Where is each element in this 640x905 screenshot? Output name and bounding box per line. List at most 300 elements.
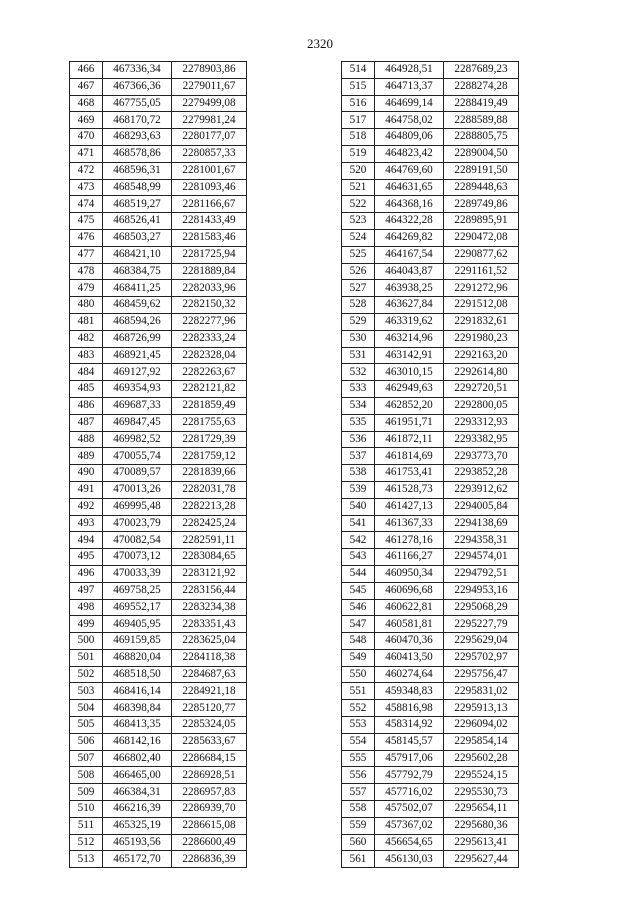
table-row — [342, 717, 519, 734]
table-row — [70, 599, 247, 616]
table-row — [342, 179, 519, 196]
y-coordinate-cell: 2289448,63 — [444, 179, 519, 196]
y-coordinate-cell: 2292800,05 — [444, 397, 519, 414]
coordinates-table-left — [69, 61, 247, 868]
table-row — [70, 649, 247, 666]
table-row — [342, 649, 519, 666]
point-number-cell: 469 — [70, 112, 103, 129]
table-row — [70, 666, 247, 683]
point-number-cell: 473 — [70, 179, 103, 196]
y-coordinate-cell: 2278903,86 — [172, 62, 247, 79]
point-number-cell: 559 — [342, 817, 375, 834]
table-row — [342, 112, 519, 129]
point-number-cell: 558 — [342, 801, 375, 818]
y-coordinate-cell: 2295602,28 — [444, 750, 519, 767]
y-coordinate-cell: 2289749,86 — [444, 196, 519, 213]
y-coordinate-cell: 2283121,92 — [172, 565, 247, 582]
x-coordinate-cell: 468519,27 — [103, 196, 172, 213]
x-coordinate-cell: 460274,64 — [375, 666, 444, 683]
y-coordinate-cell: 2293852,28 — [444, 465, 519, 482]
table-row — [70, 229, 247, 246]
x-coordinate-cell: 468518,50 — [103, 666, 172, 683]
table-row — [342, 196, 519, 213]
x-coordinate-cell: 469159,85 — [103, 633, 172, 650]
x-coordinate-cell: 461278,16 — [375, 532, 444, 549]
y-coordinate-cell: 2286615,08 — [172, 817, 247, 834]
table-row — [342, 834, 519, 851]
x-coordinate-cell: 457792,79 — [375, 767, 444, 784]
point-number-cell: 475 — [70, 213, 103, 230]
x-coordinate-cell: 468293,63 — [103, 129, 172, 146]
table-row — [70, 633, 247, 650]
point-number-cell: 490 — [70, 465, 103, 482]
y-coordinate-cell: 2294005,84 — [444, 498, 519, 515]
table-row — [70, 481, 247, 498]
point-number-cell: 484 — [70, 364, 103, 381]
point-number-cell: 485 — [70, 381, 103, 398]
table-row — [70, 851, 247, 868]
table-row — [342, 666, 519, 683]
y-coordinate-cell: 2279499,08 — [172, 95, 247, 112]
table-row — [342, 565, 519, 582]
point-number-cell: 467 — [70, 78, 103, 95]
y-coordinate-cell: 2291512,08 — [444, 297, 519, 314]
point-number-cell: 531 — [342, 347, 375, 364]
table-row — [70, 112, 247, 129]
table-row — [70, 162, 247, 179]
y-coordinate-cell: 2295524,15 — [444, 767, 519, 784]
table-row — [342, 448, 519, 465]
y-coordinate-cell: 2281839,66 — [172, 465, 247, 482]
point-number-cell: 493 — [70, 515, 103, 532]
y-coordinate-cell: 2281755,63 — [172, 414, 247, 431]
y-coordinate-cell: 2282033,96 — [172, 280, 247, 297]
coordinates-table-right-body — [342, 62, 519, 868]
table-row — [342, 683, 519, 700]
x-coordinate-cell: 461814,69 — [375, 448, 444, 465]
table-row — [342, 784, 519, 801]
table-row — [70, 62, 247, 79]
table-row — [342, 297, 519, 314]
y-coordinate-cell: 2288419,49 — [444, 95, 519, 112]
y-coordinate-cell: 2282591,11 — [172, 532, 247, 549]
table-row — [70, 616, 247, 633]
y-coordinate-cell: 2281093,46 — [172, 179, 247, 196]
x-coordinate-cell: 460581,81 — [375, 616, 444, 633]
table-row — [342, 733, 519, 750]
x-coordinate-cell: 468384,75 — [103, 263, 172, 280]
y-coordinate-cell: 2289004,50 — [444, 145, 519, 162]
point-number-cell: 546 — [342, 599, 375, 616]
x-coordinate-cell: 468526,41 — [103, 213, 172, 230]
table-row — [342, 767, 519, 784]
table-row — [342, 616, 519, 633]
point-number-cell: 529 — [342, 313, 375, 330]
y-coordinate-cell: 2283084,65 — [172, 549, 247, 566]
table-row — [70, 549, 247, 566]
point-number-cell: 551 — [342, 683, 375, 700]
x-coordinate-cell: 467755,05 — [103, 95, 172, 112]
y-coordinate-cell: 2280177,07 — [172, 129, 247, 146]
point-number-cell: 516 — [342, 95, 375, 112]
x-coordinate-cell: 468548,99 — [103, 179, 172, 196]
point-number-cell: 505 — [70, 717, 103, 734]
x-coordinate-cell: 466802,40 — [103, 750, 172, 767]
x-coordinate-cell: 464823,42 — [375, 145, 444, 162]
x-coordinate-cell: 470073,12 — [103, 549, 172, 566]
x-coordinate-cell: 468594,26 — [103, 313, 172, 330]
x-coordinate-cell: 464167,54 — [375, 246, 444, 263]
point-number-cell: 557 — [342, 784, 375, 801]
y-coordinate-cell: 2282277,96 — [172, 313, 247, 330]
x-coordinate-cell: 470033,39 — [103, 565, 172, 582]
table-row — [342, 414, 519, 431]
y-coordinate-cell: 2288274,28 — [444, 78, 519, 95]
x-coordinate-cell: 469758,25 — [103, 582, 172, 599]
x-coordinate-cell: 466465,00 — [103, 767, 172, 784]
x-coordinate-cell: 461951,71 — [375, 414, 444, 431]
table-row — [70, 145, 247, 162]
table-row — [342, 213, 519, 230]
table-row — [70, 733, 247, 750]
point-number-cell: 550 — [342, 666, 375, 683]
x-coordinate-cell: 470082,54 — [103, 532, 172, 549]
x-coordinate-cell: 461427,13 — [375, 498, 444, 515]
y-coordinate-cell: 2289895,91 — [444, 213, 519, 230]
y-coordinate-cell: 2283625,04 — [172, 633, 247, 650]
table-row — [70, 280, 247, 297]
y-coordinate-cell: 2290472,08 — [444, 229, 519, 246]
table-row — [342, 78, 519, 95]
point-number-cell: 501 — [70, 649, 103, 666]
table-row — [342, 515, 519, 532]
point-number-cell: 488 — [70, 431, 103, 448]
point-number-cell: 480 — [70, 297, 103, 314]
y-coordinate-cell: 2281166,67 — [172, 196, 247, 213]
table-row — [342, 229, 519, 246]
x-coordinate-cell: 468142,16 — [103, 733, 172, 750]
table-row — [70, 431, 247, 448]
point-number-cell: 497 — [70, 582, 103, 599]
x-coordinate-cell: 464928,51 — [375, 62, 444, 79]
y-coordinate-cell: 2295227,79 — [444, 616, 519, 633]
y-coordinate-cell: 2281729,39 — [172, 431, 247, 448]
point-number-cell: 509 — [70, 784, 103, 801]
table-row — [342, 465, 519, 482]
table-row — [342, 431, 519, 448]
y-coordinate-cell: 2296094,02 — [444, 717, 519, 734]
point-number-cell: 495 — [70, 549, 103, 566]
point-number-cell: 499 — [70, 616, 103, 633]
table-row — [70, 767, 247, 784]
x-coordinate-cell: 464322,28 — [375, 213, 444, 230]
table-row — [342, 145, 519, 162]
x-coordinate-cell: 462852,20 — [375, 397, 444, 414]
point-number-cell: 548 — [342, 633, 375, 650]
y-coordinate-cell: 2281725,94 — [172, 246, 247, 263]
point-number-cell: 552 — [342, 700, 375, 717]
y-coordinate-cell: 2279011,67 — [172, 78, 247, 95]
table-row — [342, 599, 519, 616]
y-coordinate-cell: 2295756,47 — [444, 666, 519, 683]
table-row — [70, 364, 247, 381]
y-coordinate-cell: 2282031,78 — [172, 481, 247, 498]
table-row — [342, 498, 519, 515]
y-coordinate-cell: 2281433,49 — [172, 213, 247, 230]
x-coordinate-cell: 463010,15 — [375, 364, 444, 381]
x-coordinate-cell: 467336,34 — [103, 62, 172, 79]
table-row — [70, 817, 247, 834]
x-coordinate-cell: 465172,70 — [103, 851, 172, 868]
table-row — [342, 633, 519, 650]
table-row — [70, 717, 247, 734]
y-coordinate-cell: 2281859,49 — [172, 397, 247, 414]
y-coordinate-cell: 2282328,04 — [172, 347, 247, 364]
table-row — [70, 381, 247, 398]
point-number-cell: 537 — [342, 448, 375, 465]
table-row — [70, 297, 247, 314]
table-row — [342, 330, 519, 347]
y-coordinate-cell: 2282263,67 — [172, 364, 247, 381]
x-coordinate-cell: 464699,14 — [375, 95, 444, 112]
x-coordinate-cell: 460696,68 — [375, 582, 444, 599]
y-coordinate-cell: 2284687,63 — [172, 666, 247, 683]
point-number-cell: 508 — [70, 767, 103, 784]
x-coordinate-cell: 461166,27 — [375, 549, 444, 566]
point-number-cell: 513 — [70, 851, 103, 868]
table-row — [70, 414, 247, 431]
y-coordinate-cell: 2286600,49 — [172, 834, 247, 851]
y-coordinate-cell: 2280857,33 — [172, 145, 247, 162]
point-number-cell: 491 — [70, 481, 103, 498]
y-coordinate-cell: 2295854,14 — [444, 733, 519, 750]
point-number-cell: 524 — [342, 229, 375, 246]
x-coordinate-cell: 463938,25 — [375, 280, 444, 297]
y-coordinate-cell: 2286939,70 — [172, 801, 247, 818]
point-number-cell: 541 — [342, 515, 375, 532]
table-row — [70, 801, 247, 818]
point-number-cell: 503 — [70, 683, 103, 700]
point-number-cell: 489 — [70, 448, 103, 465]
point-number-cell: 471 — [70, 145, 103, 162]
point-number-cell: 525 — [342, 246, 375, 263]
point-number-cell: 554 — [342, 733, 375, 750]
y-coordinate-cell: 2281583,46 — [172, 229, 247, 246]
x-coordinate-cell: 458314,92 — [375, 717, 444, 734]
point-number-cell: 477 — [70, 246, 103, 263]
table-row — [342, 817, 519, 834]
point-number-cell: 526 — [342, 263, 375, 280]
point-number-cell: 496 — [70, 565, 103, 582]
y-coordinate-cell: 2282150,32 — [172, 297, 247, 314]
point-number-cell: 514 — [342, 62, 375, 79]
y-coordinate-cell: 2285324,05 — [172, 717, 247, 734]
point-number-cell: 487 — [70, 414, 103, 431]
table-row — [70, 213, 247, 230]
y-coordinate-cell: 2293912,62 — [444, 481, 519, 498]
point-number-cell: 561 — [342, 851, 375, 868]
point-number-cell: 534 — [342, 397, 375, 414]
table-row — [70, 347, 247, 364]
table-row — [342, 750, 519, 767]
x-coordinate-cell: 464769,60 — [375, 162, 444, 179]
y-coordinate-cell: 2295702,97 — [444, 649, 519, 666]
point-number-cell: 515 — [342, 78, 375, 95]
x-coordinate-cell: 460413,50 — [375, 649, 444, 666]
point-number-cell: 512 — [70, 834, 103, 851]
point-number-cell: 523 — [342, 213, 375, 230]
y-coordinate-cell: 2291161,52 — [444, 263, 519, 280]
x-coordinate-cell: 467366,36 — [103, 78, 172, 95]
y-coordinate-cell: 2291832,61 — [444, 313, 519, 330]
x-coordinate-cell: 468416,14 — [103, 683, 172, 700]
x-coordinate-cell: 468596,31 — [103, 162, 172, 179]
table-row — [70, 246, 247, 263]
x-coordinate-cell: 466384,31 — [103, 784, 172, 801]
table-row — [70, 313, 247, 330]
point-number-cell: 468 — [70, 95, 103, 112]
x-coordinate-cell: 461753,41 — [375, 465, 444, 482]
point-number-cell: 478 — [70, 263, 103, 280]
y-coordinate-cell: 2293312,93 — [444, 414, 519, 431]
x-coordinate-cell: 465193,56 — [103, 834, 172, 851]
x-coordinate-cell: 462949,63 — [375, 381, 444, 398]
table-row — [70, 330, 247, 347]
x-coordinate-cell: 458145,57 — [375, 733, 444, 750]
x-coordinate-cell: 470089,57 — [103, 465, 172, 482]
table-row — [70, 750, 247, 767]
y-coordinate-cell: 2288805,75 — [444, 129, 519, 146]
y-coordinate-cell: 2295913,13 — [444, 700, 519, 717]
y-coordinate-cell: 2282333,24 — [172, 330, 247, 347]
table-row — [70, 498, 247, 515]
x-coordinate-cell: 463214,96 — [375, 330, 444, 347]
point-number-cell: 542 — [342, 532, 375, 549]
x-coordinate-cell: 468411,25 — [103, 280, 172, 297]
y-coordinate-cell: 2292614,80 — [444, 364, 519, 381]
y-coordinate-cell: 2295680,36 — [444, 817, 519, 834]
point-number-cell: 521 — [342, 179, 375, 196]
y-coordinate-cell: 2294792,51 — [444, 565, 519, 582]
table-row — [342, 549, 519, 566]
page-number: 2320 — [307, 36, 333, 51]
y-coordinate-cell: 2294574,01 — [444, 549, 519, 566]
table-row — [342, 347, 519, 364]
point-number-cell: 504 — [70, 700, 103, 717]
point-number-cell: 535 — [342, 414, 375, 431]
point-number-cell: 479 — [70, 280, 103, 297]
y-coordinate-cell: 2295530,73 — [444, 784, 519, 801]
x-coordinate-cell: 469405,95 — [103, 616, 172, 633]
point-number-cell: 544 — [342, 565, 375, 582]
x-coordinate-cell: 463142,91 — [375, 347, 444, 364]
x-coordinate-cell: 468413,35 — [103, 717, 172, 734]
point-number-cell: 510 — [70, 801, 103, 818]
y-coordinate-cell: 2290877,62 — [444, 246, 519, 263]
y-coordinate-cell: 2287689,23 — [444, 62, 519, 79]
y-coordinate-cell: 2286836,39 — [172, 851, 247, 868]
point-number-cell: 507 — [70, 750, 103, 767]
point-number-cell: 486 — [70, 397, 103, 414]
y-coordinate-cell: 2282213,28 — [172, 498, 247, 515]
table-row — [70, 700, 247, 717]
x-coordinate-cell: 465325,19 — [103, 817, 172, 834]
y-coordinate-cell: 2285120,77 — [172, 700, 247, 717]
point-number-cell: 536 — [342, 431, 375, 448]
table-row — [70, 179, 247, 196]
y-coordinate-cell: 2291980,23 — [444, 330, 519, 347]
x-coordinate-cell: 461528,73 — [375, 481, 444, 498]
x-coordinate-cell: 460470,36 — [375, 633, 444, 650]
point-number-cell: 517 — [342, 112, 375, 129]
table-row — [70, 784, 247, 801]
table-row — [342, 481, 519, 498]
y-coordinate-cell: 2288589,88 — [444, 112, 519, 129]
x-coordinate-cell: 464758,02 — [375, 112, 444, 129]
point-number-cell: 511 — [70, 817, 103, 834]
x-coordinate-cell: 460950,34 — [375, 565, 444, 582]
x-coordinate-cell: 464043,87 — [375, 263, 444, 280]
table-row — [70, 129, 247, 146]
point-number-cell: 492 — [70, 498, 103, 515]
point-number-cell: 522 — [342, 196, 375, 213]
y-coordinate-cell: 2285633,67 — [172, 733, 247, 750]
x-coordinate-cell: 463627,84 — [375, 297, 444, 314]
table-row — [70, 834, 247, 851]
x-coordinate-cell: 469552,17 — [103, 599, 172, 616]
point-number-cell: 482 — [70, 330, 103, 347]
point-number-cell: 527 — [342, 280, 375, 297]
point-number-cell: 483 — [70, 347, 103, 364]
x-coordinate-cell: 469982,52 — [103, 431, 172, 448]
x-coordinate-cell: 457502,07 — [375, 801, 444, 818]
table-row — [342, 280, 519, 297]
y-coordinate-cell: 2292163,20 — [444, 347, 519, 364]
x-coordinate-cell: 469127,92 — [103, 364, 172, 381]
point-number-cell: 470 — [70, 129, 103, 146]
x-coordinate-cell: 459348,83 — [375, 683, 444, 700]
y-coordinate-cell: 2295613,41 — [444, 834, 519, 851]
x-coordinate-cell: 468578,86 — [103, 145, 172, 162]
x-coordinate-cell: 464809,06 — [375, 129, 444, 146]
x-coordinate-cell: 468170,72 — [103, 112, 172, 129]
x-coordinate-cell: 470013,26 — [103, 481, 172, 498]
table-row — [70, 196, 247, 213]
table-row — [342, 532, 519, 549]
point-number-cell: 539 — [342, 481, 375, 498]
table-row — [342, 95, 519, 112]
x-coordinate-cell: 469354,93 — [103, 381, 172, 398]
x-coordinate-cell: 463319,62 — [375, 313, 444, 330]
y-coordinate-cell: 2281001,67 — [172, 162, 247, 179]
point-number-cell: 502 — [70, 666, 103, 683]
y-coordinate-cell: 2286957,83 — [172, 784, 247, 801]
point-number-cell: 553 — [342, 717, 375, 734]
x-coordinate-cell: 464368,16 — [375, 196, 444, 213]
table-row — [342, 381, 519, 398]
x-coordinate-cell: 469995,48 — [103, 498, 172, 515]
point-number-cell: 530 — [342, 330, 375, 347]
table-row — [342, 801, 519, 818]
x-coordinate-cell: 464269,82 — [375, 229, 444, 246]
table-row — [342, 582, 519, 599]
x-coordinate-cell: 468820,04 — [103, 649, 172, 666]
y-coordinate-cell: 2282425,24 — [172, 515, 247, 532]
x-coordinate-cell: 468921,45 — [103, 347, 172, 364]
y-coordinate-cell: 2295629,04 — [444, 633, 519, 650]
point-number-cell: 519 — [342, 145, 375, 162]
x-coordinate-cell: 460622,81 — [375, 599, 444, 616]
